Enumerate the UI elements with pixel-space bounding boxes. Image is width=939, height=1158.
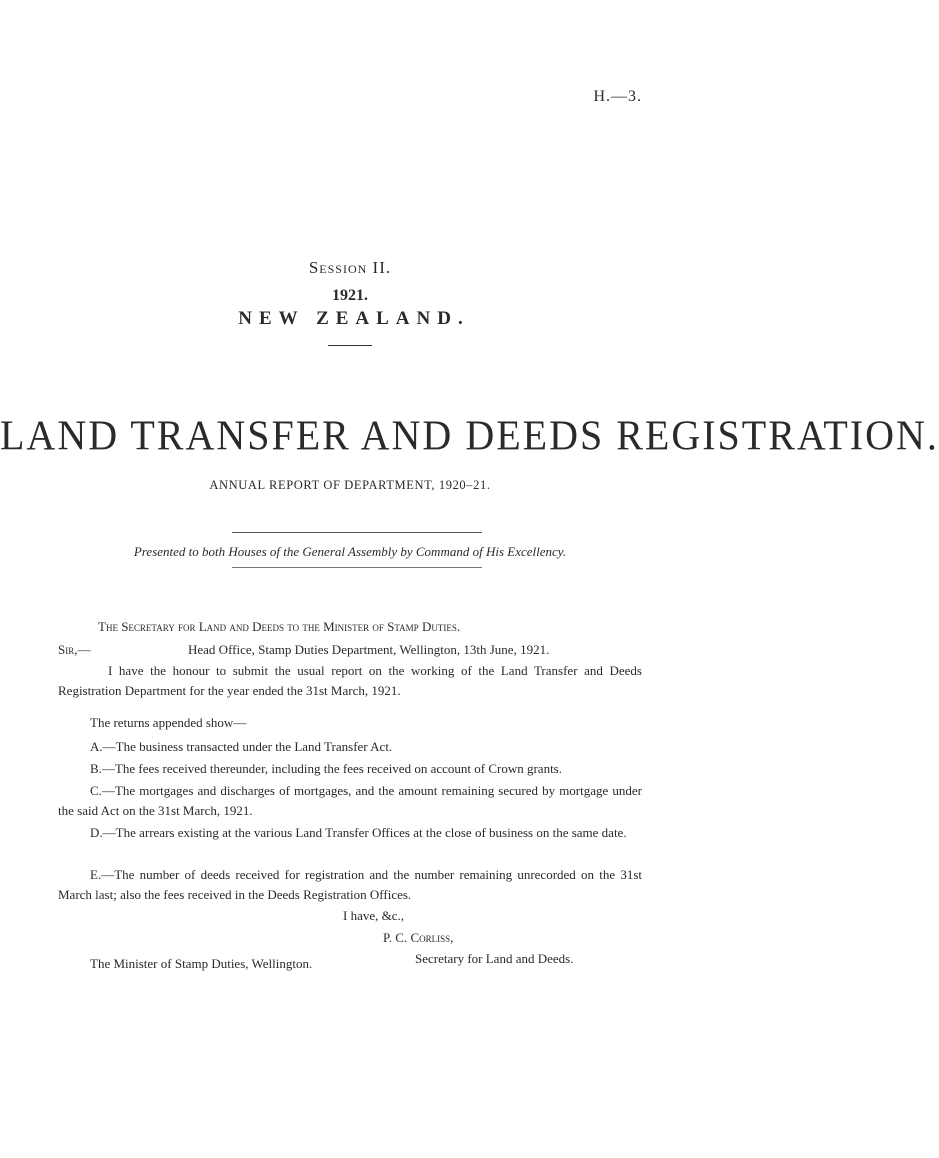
list-item: E.—The number of deeds received for registration and the number remaining unrecorded on the 31st March last; also the fees received in the Deeds Registration Offices. — [58, 867, 642, 902]
presented-line: Presented to both Houses of the General Assembly by Command of His Excellency. — [133, 544, 567, 559]
divider-rule — [232, 567, 482, 568]
list-item: B.—The fees received thereunder, including the fees received on account of Crown grants. — [90, 761, 562, 776]
salutation: Sir,— — [58, 642, 91, 657]
signature-name: P. C. Corliss, — [383, 930, 454, 945]
list-item: D.—The arrears existing at the various Land Transfer Offices at the close of business on the same date. — [90, 825, 627, 840]
divider-rule — [328, 345, 372, 346]
session-label: Session II. — [308, 258, 392, 277]
country-label: NEW ZEALAND. — [238, 308, 470, 329]
main-title: LAND TRANSFER AND DEEDS REGISTRATION. — [0, 411, 939, 460]
page-reference: H.—3. — [593, 88, 642, 105]
address-line: The Secretary for Land and Deeds to the Minister of Stamp Duties. — [98, 619, 461, 634]
returns-intro: The returns appended show— — [90, 715, 247, 730]
subtitle: ANNUAL REPORT OF DEPARTMENT, 1920–21. — [209, 478, 491, 492]
year-label: 1921. — [332, 287, 368, 304]
list-item: C.—The mortgages and discharges of mortgages, and the amount remaining secured by mortgage under the said Act on the 31st March, 1921. — [58, 783, 642, 818]
signature-title: Secretary for Land and Deeds. — [415, 951, 574, 966]
divider-rule — [232, 532, 482, 533]
recipient-line: The Minister of Stamp Duties, Wellington. — [90, 956, 313, 971]
opening-paragraph: I have the honour to submit the usual report on the working of the Land Transfer and Deeds Registration Department for the year ended the 31st March, 1921. — [58, 663, 642, 698]
letter-head: Head Office, Stamp Duties Department, Wellington, 13th June, 1921. — [188, 642, 550, 657]
closing-line: I have, &c., — [343, 908, 405, 923]
list-item: A.—The business transacted under the Land Transfer Act. — [90, 739, 393, 754]
